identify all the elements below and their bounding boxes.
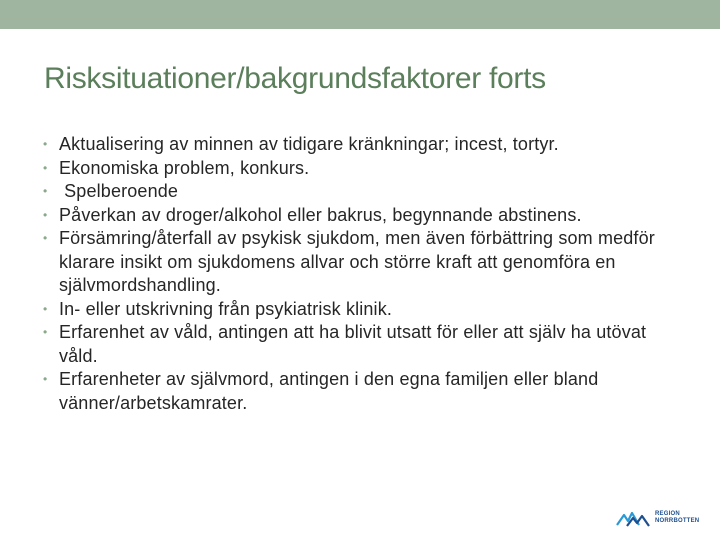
bullet-list (43, 133, 683, 415)
bullet-dot-icon: • (43, 137, 48, 151)
logo-line-1: REGION (655, 511, 680, 517)
bullet-item (43, 321, 683, 368)
bullet-dot-icon: • (43, 372, 48, 386)
bullet-dot-icon: • (43, 184, 48, 198)
bullet-text: Påverkan av droger/alkohol eller bakrus, begynnande abstinens. (59, 204, 582, 225)
logo-text (655, 511, 699, 525)
bullet-item (43, 133, 683, 157)
bullet-item (43, 368, 683, 415)
bullet-item (43, 180, 683, 204)
top-accent-bar (0, 0, 720, 29)
bullet-dot-icon: • (43, 160, 48, 175)
bullet-text: Aktualisering av minnen av tidigare kränkningar; incest, tortyr. (59, 134, 559, 154)
logo-line-2: NORRBOTTEN (655, 518, 700, 524)
bullet-text: Ekonomiska problem, konkurs. (59, 157, 310, 178)
slide-title: Risksituationer/bakgrundsfaktorer forts (44, 62, 546, 95)
bullet-item (43, 204, 683, 228)
bullet-dot-icon: • (43, 301, 48, 316)
bullet-item (43, 298, 683, 322)
bullet-dot-icon: • (43, 207, 48, 222)
bullet-dot-icon: • (43, 231, 48, 245)
bullet-text: Erfarenhet av våld, antingen att ha blivit utsatt för eller att själv ha utövat våld. (59, 322, 647, 366)
region-norrbotten-logo (615, 508, 710, 530)
bullet-dot-icon: • (43, 325, 48, 339)
bullet-item (43, 157, 683, 181)
bullet-text: Spelberoende (59, 181, 179, 201)
bullet-item (43, 227, 683, 298)
logo-mark-icon (615, 508, 655, 530)
bullet-text: Erfarenheter av självmord, antingen i den egna familjen eller bland vänner/arbetskamrater. (59, 369, 599, 413)
bullet-text: In- eller utskrivning från psykiatrisk klinik. (59, 298, 393, 319)
bullet-text: Försämring/återfall av psykisk sjukdom, men även förbättring som medför klarare insikt om sjukdomens allvar och större kraft att genomföra en självmordshandling. (59, 228, 655, 295)
